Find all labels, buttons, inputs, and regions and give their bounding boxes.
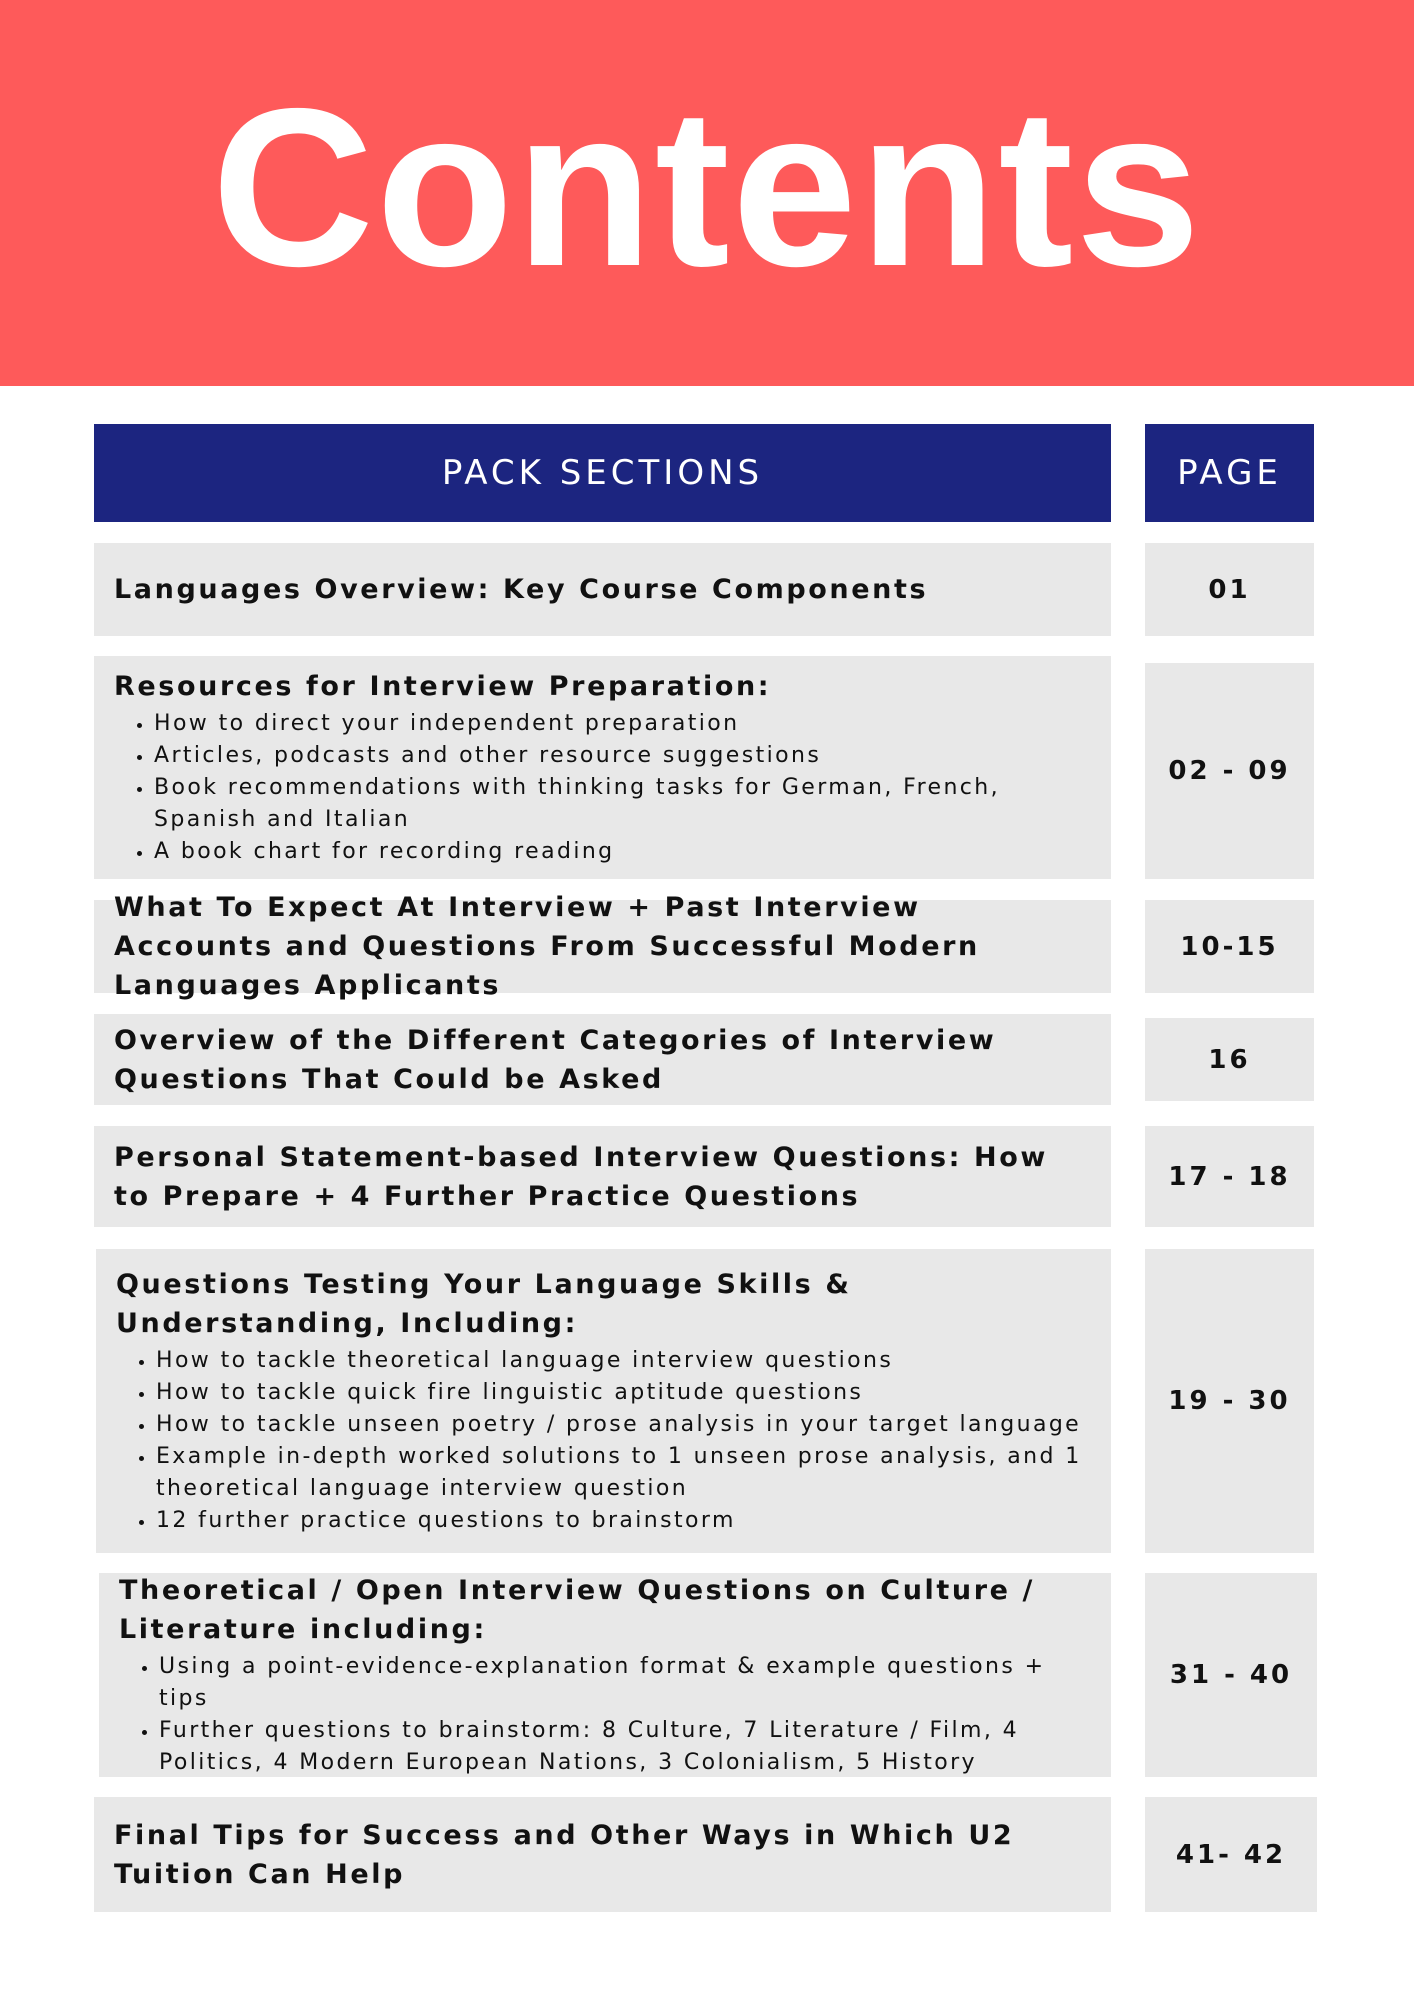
page-number: 02 - 09 [1145,663,1314,879]
page-number: 16 [1145,1018,1314,1101]
section-title: Theoretical / Open Interview Questions on Culture / Literature including: [119,1575,1035,1645]
bullet-item: • Book recommendations with thinking tasks for German, French, Spanish and Italian [154,772,1091,836]
section-title: Overview of the Different Categories of Interview Questions That Could be Asked [114,1024,997,1095]
page-number: 01 [1145,543,1314,636]
bullet-item: • Further questions to brainstorm: 8 Culture, 7 Literature / Film, 4 Politics, 4 Modern European Nations, 3 Colonialism, 5 History [159,1715,1091,1779]
title-banner [0,0,1414,386]
bullet-item: • A book chart for recording reading [154,836,1091,868]
bullet-item: • How to tackle theoretical language interview questions [156,1345,1091,1377]
page-number: 31 - 40 [1145,1573,1317,1777]
bullet-item: • How to tackle unseen poetry / prose analysis in your target language [156,1409,1091,1441]
sections-header [94,424,1111,522]
section-title: Final Tips for Success and Other Ways in Which U2 Tuition Can Help [114,1819,1015,1890]
bullet-item: • 12 further practice questions to brainstorm [156,1505,1091,1537]
section-row [94,1797,1111,1912]
section-row [96,1249,1111,1553]
page-title: Contents [211,60,1203,313]
bullet-list [116,1345,1091,1537]
section-row [94,1014,1111,1105]
page-number: 10-15 [1145,900,1314,993]
bullet-list [119,1651,1091,1779]
section-title: Personal Statement-based Interview Questions: How to Prepare + 4 Further Practice Questions [114,1141,1048,1212]
section-row [99,1573,1111,1777]
section-row [94,892,1111,1001]
section-row [94,656,1111,879]
page-number: 19 - 30 [1145,1249,1314,1553]
bullet-list [114,708,1091,868]
page-number: 17 - 18 [1145,1126,1314,1227]
sections-header-label: PACK SECTIONS [441,453,764,493]
bullet-item: • Using a point-evidence-explanation format & example questions + tips [159,1651,1091,1715]
page-header [1145,424,1314,522]
page-header-label: PAGE [1177,453,1282,493]
bullet-item: • Example in-depth worked solutions to 1 unseen prose analysis, and 1 theoretical language interview question [156,1441,1091,1505]
section-row [94,1126,1111,1227]
bullet-item: • How to tackle quick fire linguistic aptitude questions [156,1377,1091,1409]
bullet-item: • How to direct your independent preparation [154,708,1091,740]
page-number: 41- 42 [1145,1797,1317,1912]
section-title: What To Expect At Interview + Past Interview Accounts and Questions From Successful Modern Languages Applicants [114,892,980,1001]
section-row [94,543,1111,636]
section-title: Resources for Interview Preparation: [114,671,772,702]
section-title: Languages Overview: Key Course Components [114,574,929,605]
section-title: Questions Testing Your Language Skills & Understanding, Including: [116,1269,852,1339]
bullet-item: • Articles, podcasts and other resource suggestions [154,740,1091,772]
